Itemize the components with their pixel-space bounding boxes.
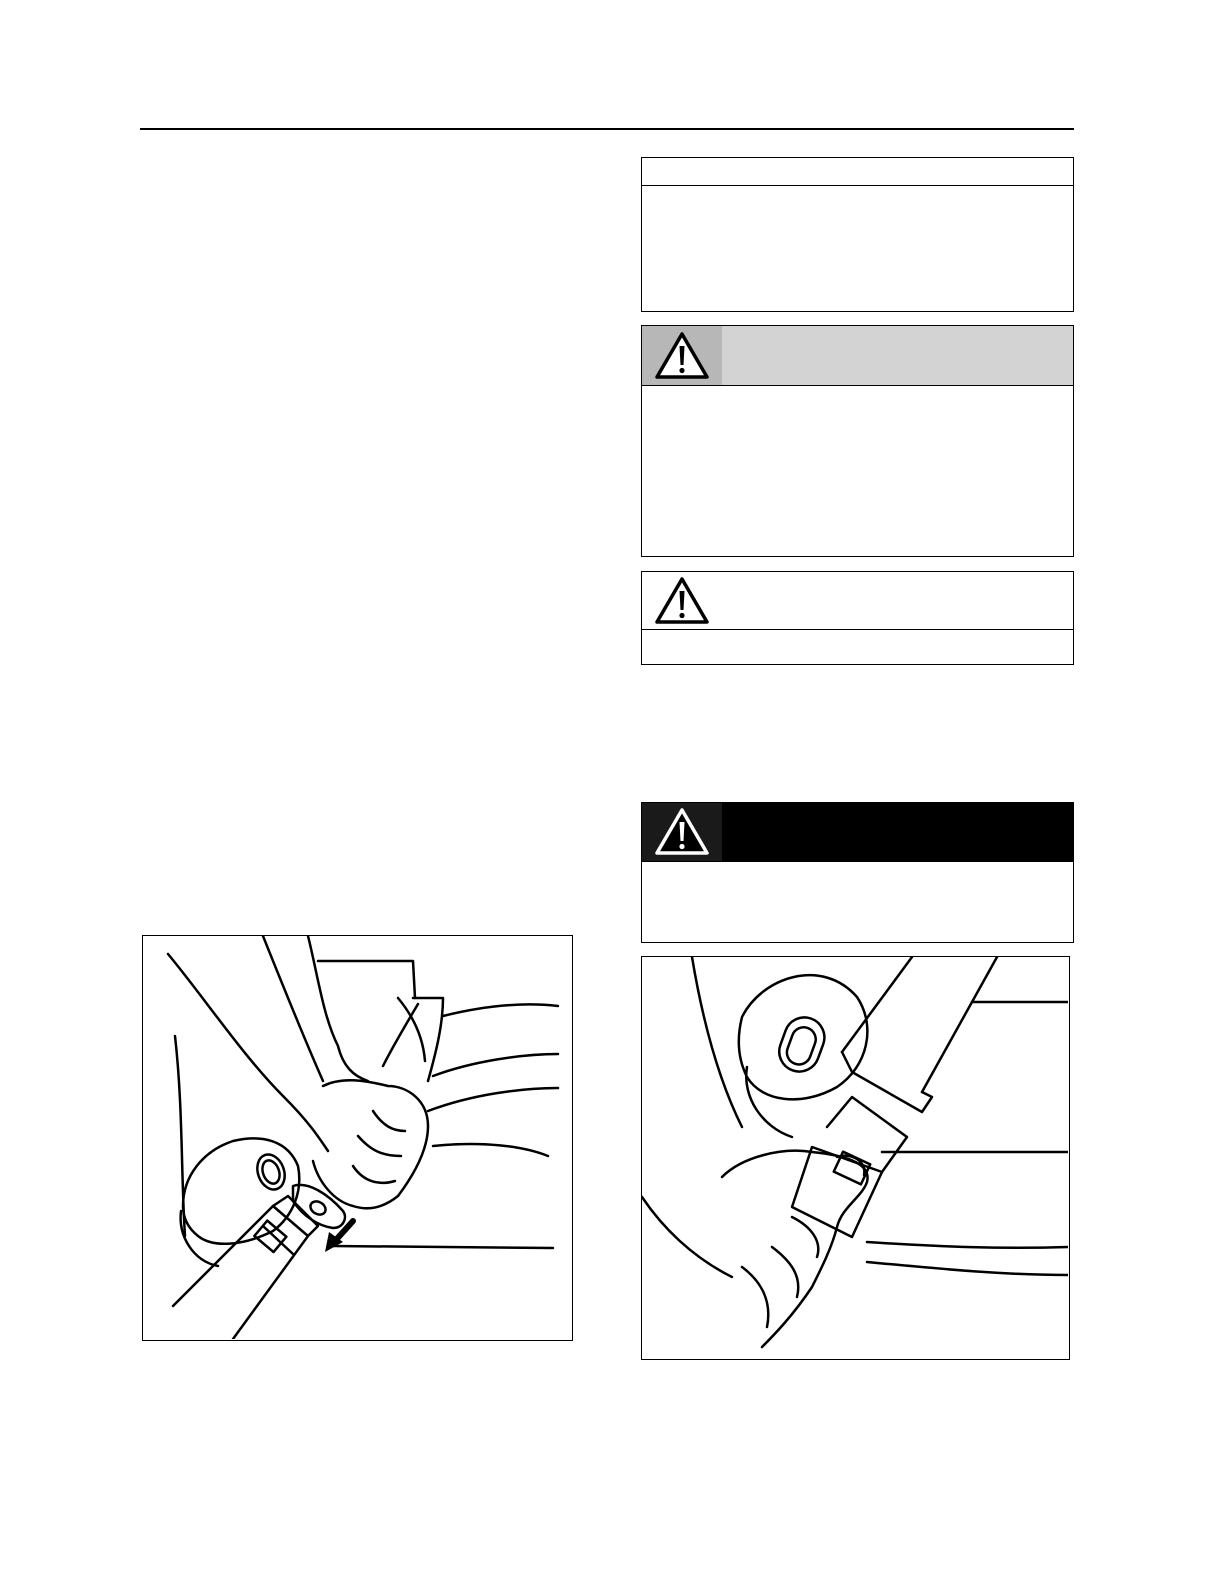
figure-fastening-seat-belt bbox=[142, 935, 573, 1341]
note-header bbox=[642, 158, 1073, 186]
figure-releasing-seat-belt bbox=[641, 956, 1070, 1360]
caution-box bbox=[641, 325, 1074, 557]
danger-header-bar bbox=[722, 803, 1065, 861]
danger-box bbox=[641, 802, 1074, 943]
warning-header bbox=[642, 572, 1073, 630]
warning-triangle-icon bbox=[642, 572, 722, 629]
caution-header bbox=[642, 326, 1073, 386]
warning-triangle-icon bbox=[642, 326, 722, 385]
warning-triangle-icon bbox=[642, 803, 722, 861]
warning-box bbox=[641, 571, 1074, 665]
seat-belt-buckle-insert-illustration bbox=[143, 936, 571, 1339]
caution-header-bar bbox=[722, 326, 1065, 385]
note-box bbox=[641, 157, 1074, 312]
danger-header bbox=[642, 803, 1073, 862]
seat-belt-buckle-release-illustration bbox=[642, 957, 1068, 1358]
header-rule bbox=[140, 128, 1074, 130]
